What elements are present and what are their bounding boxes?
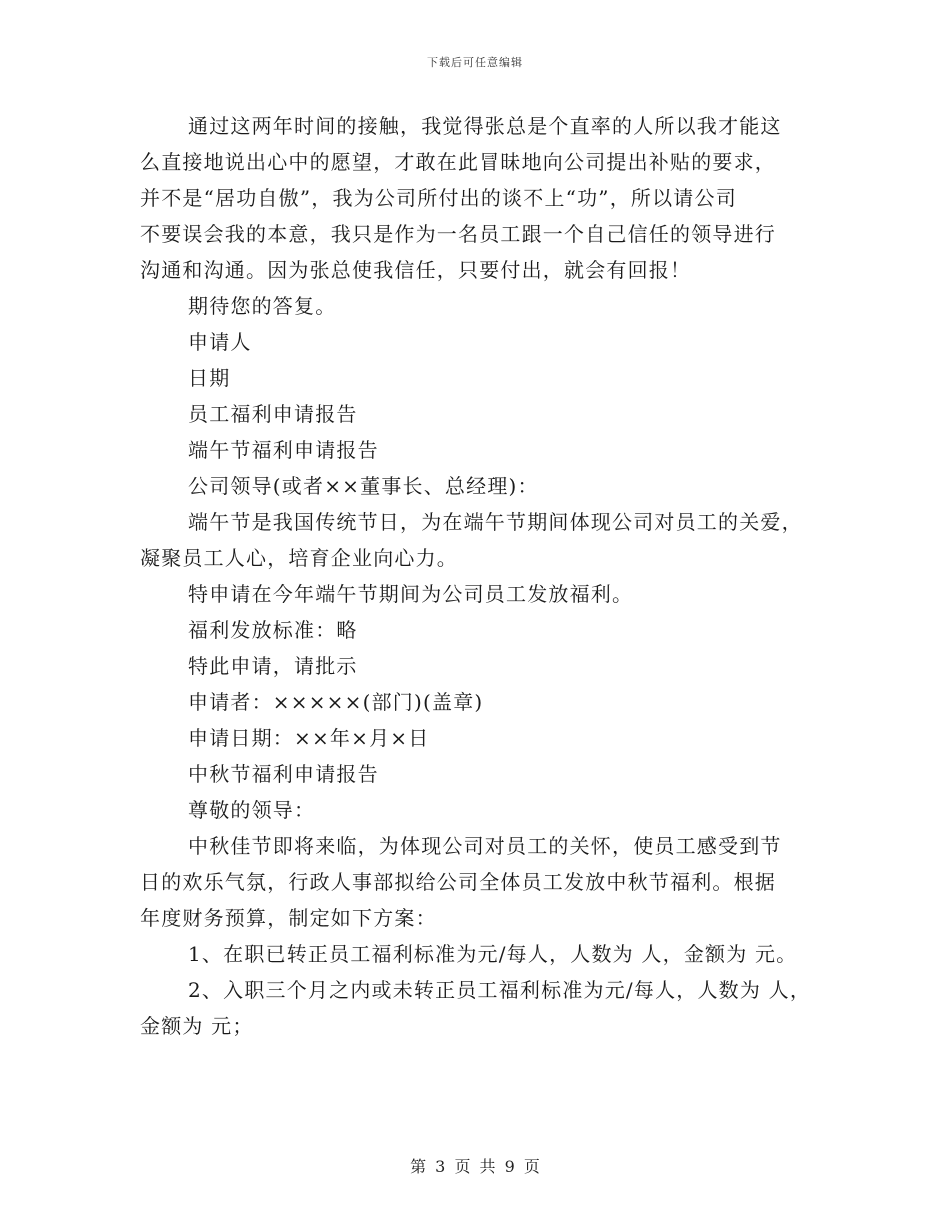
text-line: 特此申请，请批示 (188, 654, 358, 678)
text-line: 端午节福利申请报告 (188, 438, 379, 462)
text-line: 端午节是我国传统节日，为在端午节期间体现公司对员工的关爱， (188, 510, 803, 534)
text-line: 2、入职三个月之内或未转正员工福利标准为元/每人，人数为 人， (188, 978, 812, 1002)
text-line: 日期 (188, 366, 231, 390)
text-line: 凝聚员工人心，培育企业向心力。 (140, 546, 458, 570)
text-line: 沟通和沟通。因为张总使我信任，只要付出，就会有回报！ (140, 258, 692, 282)
text-line: 特申请在今年端午节期间为公司员工发放福利。 (188, 582, 634, 606)
text-line: 年度财务预算，制定如下方案： (140, 906, 437, 930)
text-line: 不要误会我的本意，我只是作为一名员工跟一个自己信任的领导进行 (140, 222, 776, 246)
text-line: 中秋节福利申请报告 (188, 762, 379, 786)
text-line: 申请者：×××××(部门)(盖章) (188, 690, 484, 714)
text-line: 通过这两年时间的接触，我觉得张总是个直率的人所以我才能这 (188, 114, 782, 138)
text-line: 申请日期：××年×月×日 (188, 726, 430, 750)
text-line: 员工福利申请报告 (188, 402, 358, 426)
page-footer: 第 3 页 共 9 页 (410, 1157, 540, 1176)
text-line: 并不是“居功自傲”，我为公司所付出的谈不上“功”，所以请公司 (140, 186, 737, 210)
text-line: 福利发放标准：略 (188, 618, 358, 642)
text-line: 公司领导(或者××董事长、总经理)： (188, 474, 539, 498)
text-line: 日的欢乐气氛，行政人事部拟给公司全体员工发放中秋节福利。根据 (140, 870, 776, 894)
text-line: 中秋佳节即将来临，为体现公司对员工的关怀，使员工感受到节 (188, 834, 782, 858)
document-body (140, 108, 820, 1044)
text-line: 申请人 (188, 330, 252, 354)
text-line: 金额为 元； (140, 1014, 254, 1038)
text-line: 1、在职已转正员工福利标准为元/每人，人数为 人，金额为 元。 (188, 942, 798, 966)
page-header: 下载后可任意编辑 (427, 56, 523, 69)
text-line: 期待您的答复。 (188, 294, 337, 318)
text-line: 么直接地说出心中的愿望，才敢在此冒昧地向公司提出补贴的要求， (140, 150, 776, 174)
text-line: 尊敬的领导： (188, 798, 316, 822)
